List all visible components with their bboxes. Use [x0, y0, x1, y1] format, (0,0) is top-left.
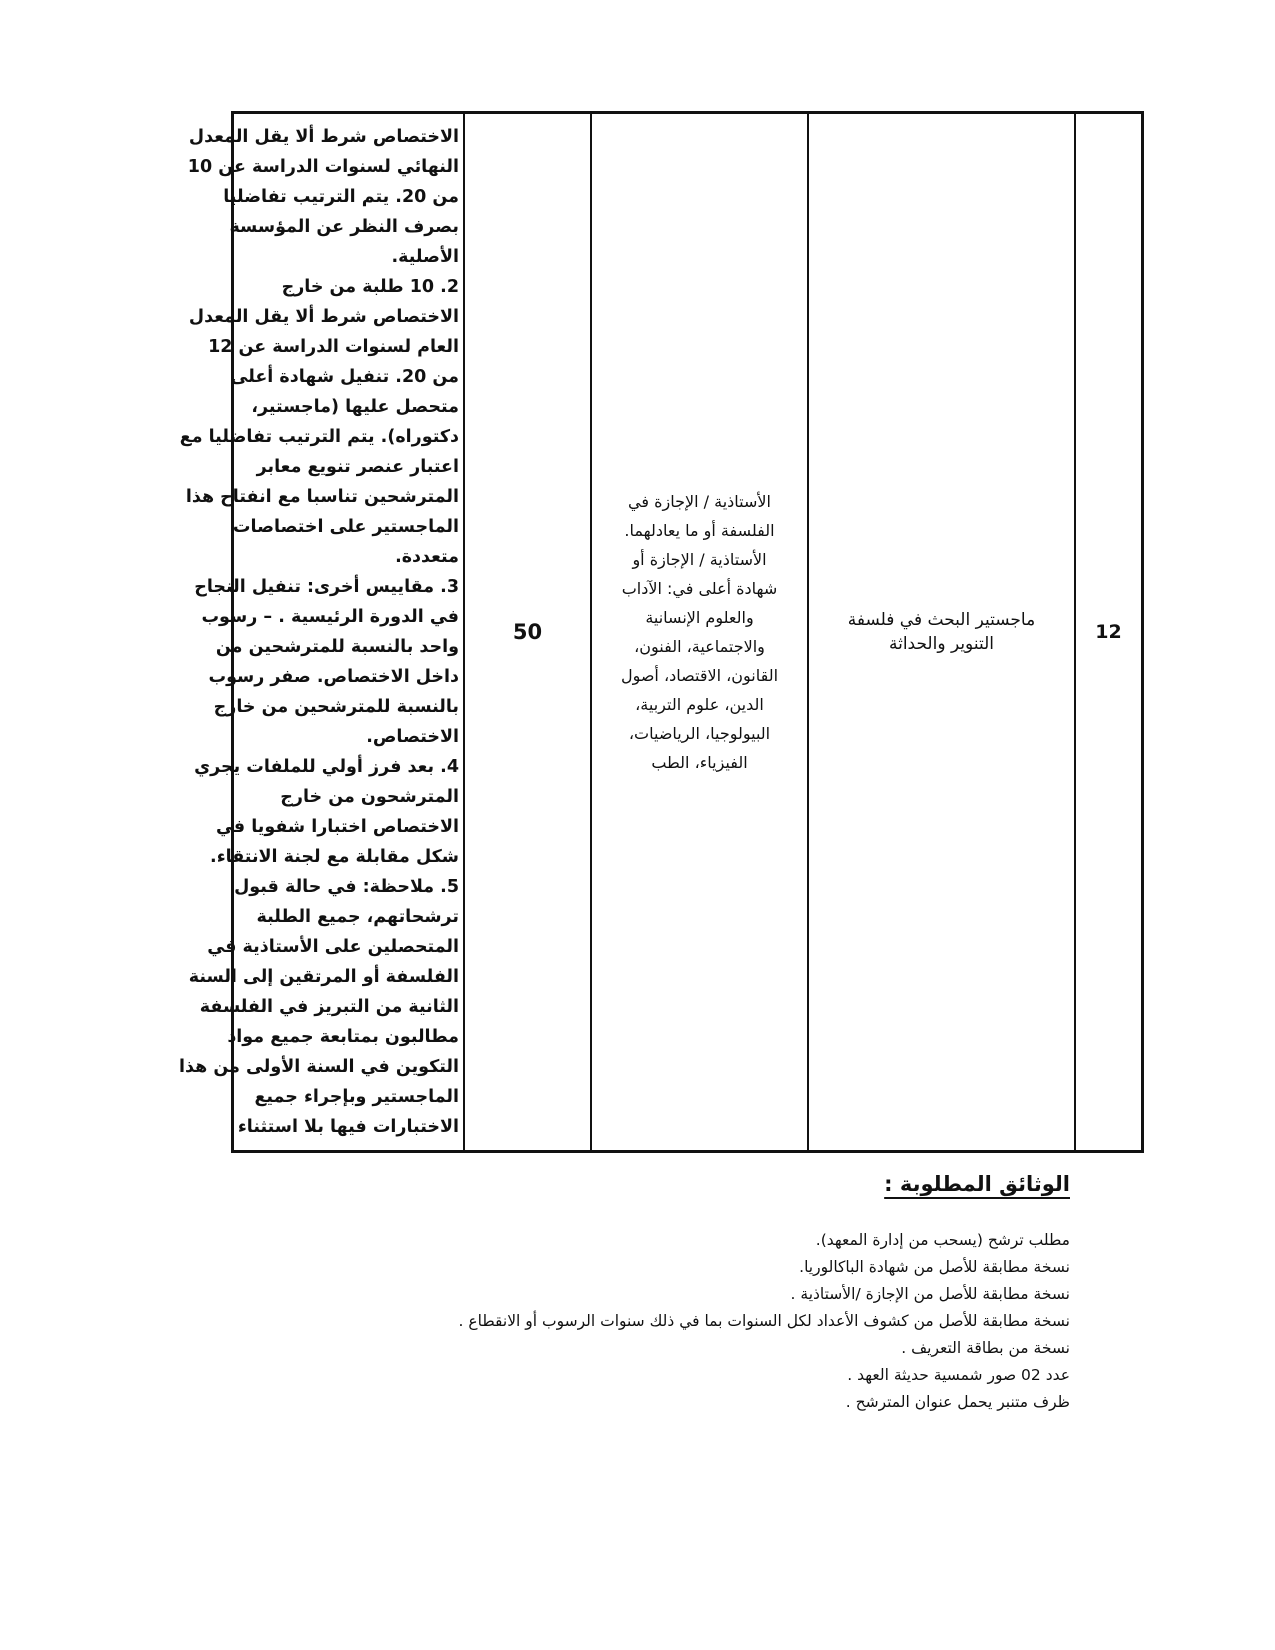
diploma-line: والعلوم الإنسانية	[645, 608, 754, 627]
criteria-line: الاختصاص اختبارا شفويا في	[215, 817, 459, 837]
diploma-line: القانون، الاقتصاد، أصول	[620, 666, 779, 685]
criteria-line: الفلسفة أو المرتقين إلى السنة	[188, 967, 459, 987]
criteria-line: العام لسنوات الدراسة عن 12	[208, 337, 459, 357]
document-item: عدد 02 صور شمسية حديثة العهد .	[847, 1366, 1070, 1384]
criteria-line: داخل الاختصاص. صفر رسوب	[208, 667, 459, 687]
criteria-line: شكل مقابلة مع لجنة الانتقاء.	[210, 847, 459, 867]
program-number: 12	[1075, 113, 1143, 1152]
diploma-line: والاجتماعية، الفنون،	[634, 637, 765, 656]
criteria-line: اعتبار عنصر تنويع معابر	[256, 457, 459, 477]
document-item: نسخة مطابقة للأصل من شهادة الباكالوريا.	[799, 1258, 1070, 1276]
documents-heading: الوثائق المطلوبة :	[884, 1172, 1070, 1196]
criteria-line: الماجستير وبإجراء جميع	[254, 1087, 459, 1107]
criteria-line: المترشحين تناسبا مع انفتاح هذا	[185, 487, 459, 507]
criteria-line: واحد بالنسبة للمترشحين من	[215, 637, 459, 657]
table-row	[233, 113, 1143, 1152]
criteria-line: 3. مقاييس أخرى: تنفيل النجاح	[194, 577, 459, 597]
diploma-line: الفيزياء، الطب	[651, 753, 748, 772]
criteria-line: مطالبون بمتابعة جميع مواد	[227, 1027, 459, 1047]
program-title-line: ماجستير البحث في فلسفة	[847, 610, 1036, 630]
criteria-line: المترشحون من خارج	[280, 787, 459, 807]
diploma-line: الأستاذية / الإجازة في	[628, 492, 771, 511]
criteria-line: الماجستير على اختصاصات	[232, 517, 459, 537]
document-item: نسخة مطابقة للأصل من كشوف الأعداد لكل السنوات بما في ذلك سنوات الرسوب أو الانقطاع .	[458, 1312, 1070, 1330]
criteria-line: 4. بعد فرز أولي للملفات يجري	[194, 757, 459, 777]
criteria-line: 2. 10 طلبة من خارج	[281, 277, 459, 297]
required-diplomas	[591, 113, 808, 1152]
diploma-line: الفلسفة أو ما يعادلهما.	[624, 521, 775, 540]
program-title-line: التنوير والحداثة	[888, 634, 995, 654]
criteria-line: الاختصاص.	[366, 727, 459, 747]
criteria-line: بالنسبة للمترشحين من خارج	[213, 697, 459, 717]
criteria-line: في الدورة الرئيسية . – رسوب	[201, 607, 459, 627]
diploma-line: الدين، علوم التربية،	[635, 695, 764, 714]
document-item: نسخة مطابقة للأصل من الإجازة /الأستاذية .	[790, 1285, 1070, 1303]
criteria-line: متعددة.	[395, 547, 459, 567]
criteria-line: الاختصاص شرط ألا يقل المعدل	[188, 127, 459, 147]
selection-criteria	[179, 113, 465, 1152]
criteria-text	[179, 114, 459, 1150]
criteria-line: الثانية من التبريز في الفلسفة	[199, 997, 459, 1017]
document-item: نسخة من بطاقة التعريف .	[901, 1339, 1070, 1357]
diploma-line: البيولوجيا، الرياضيات،	[628, 724, 771, 743]
criteria-line: التكوين في السنة الأولى من هذا	[179, 1057, 459, 1077]
document-item: ظرف متنبر يحمل عنوان المترشح .	[845, 1393, 1070, 1411]
criteria-line: النهائي لسنوات الدراسة عن 10	[187, 157, 459, 177]
criteria-line: بصرف النظر عن المؤسسة	[229, 217, 459, 237]
program-title	[808, 113, 1075, 1152]
criteria-line: المتحصلين على الأستاذية في	[207, 937, 459, 957]
documents-list	[370, 1227, 1070, 1416]
document-item: مطلب ترشح (يسحب من إدارة المعهد).	[815, 1231, 1070, 1249]
criteria-line: ترشحاتهم، جميع الطلبة	[256, 907, 459, 927]
criteria-line: الاختبارات فيها بلا استثناء	[237, 1117, 459, 1137]
criteria-line: دكتوراه). يتم الترتيب تفاضليا مع	[179, 427, 459, 447]
criteria-line: الاختصاص شرط ألا يقل المعدل	[188, 307, 459, 327]
criteria-line: من 20. تنفيل شهادة أعلى	[230, 367, 459, 387]
diploma-line: الأستاذية / الإجازة أو	[632, 550, 767, 569]
programs-table	[179, 111, 1144, 1153]
diploma-line: شهادة أعلى في: الآداب	[621, 579, 778, 598]
criteria-line: متحصل عليها (ماجستير،	[251, 397, 459, 417]
criteria-line: من 20. يتم الترتيب تفاضليا	[223, 187, 459, 207]
criteria-line: الأصلية.	[391, 247, 459, 267]
criteria-line: 5. ملاحظة: في حالة قبول	[234, 877, 459, 897]
seats-count: 50	[464, 113, 591, 1152]
